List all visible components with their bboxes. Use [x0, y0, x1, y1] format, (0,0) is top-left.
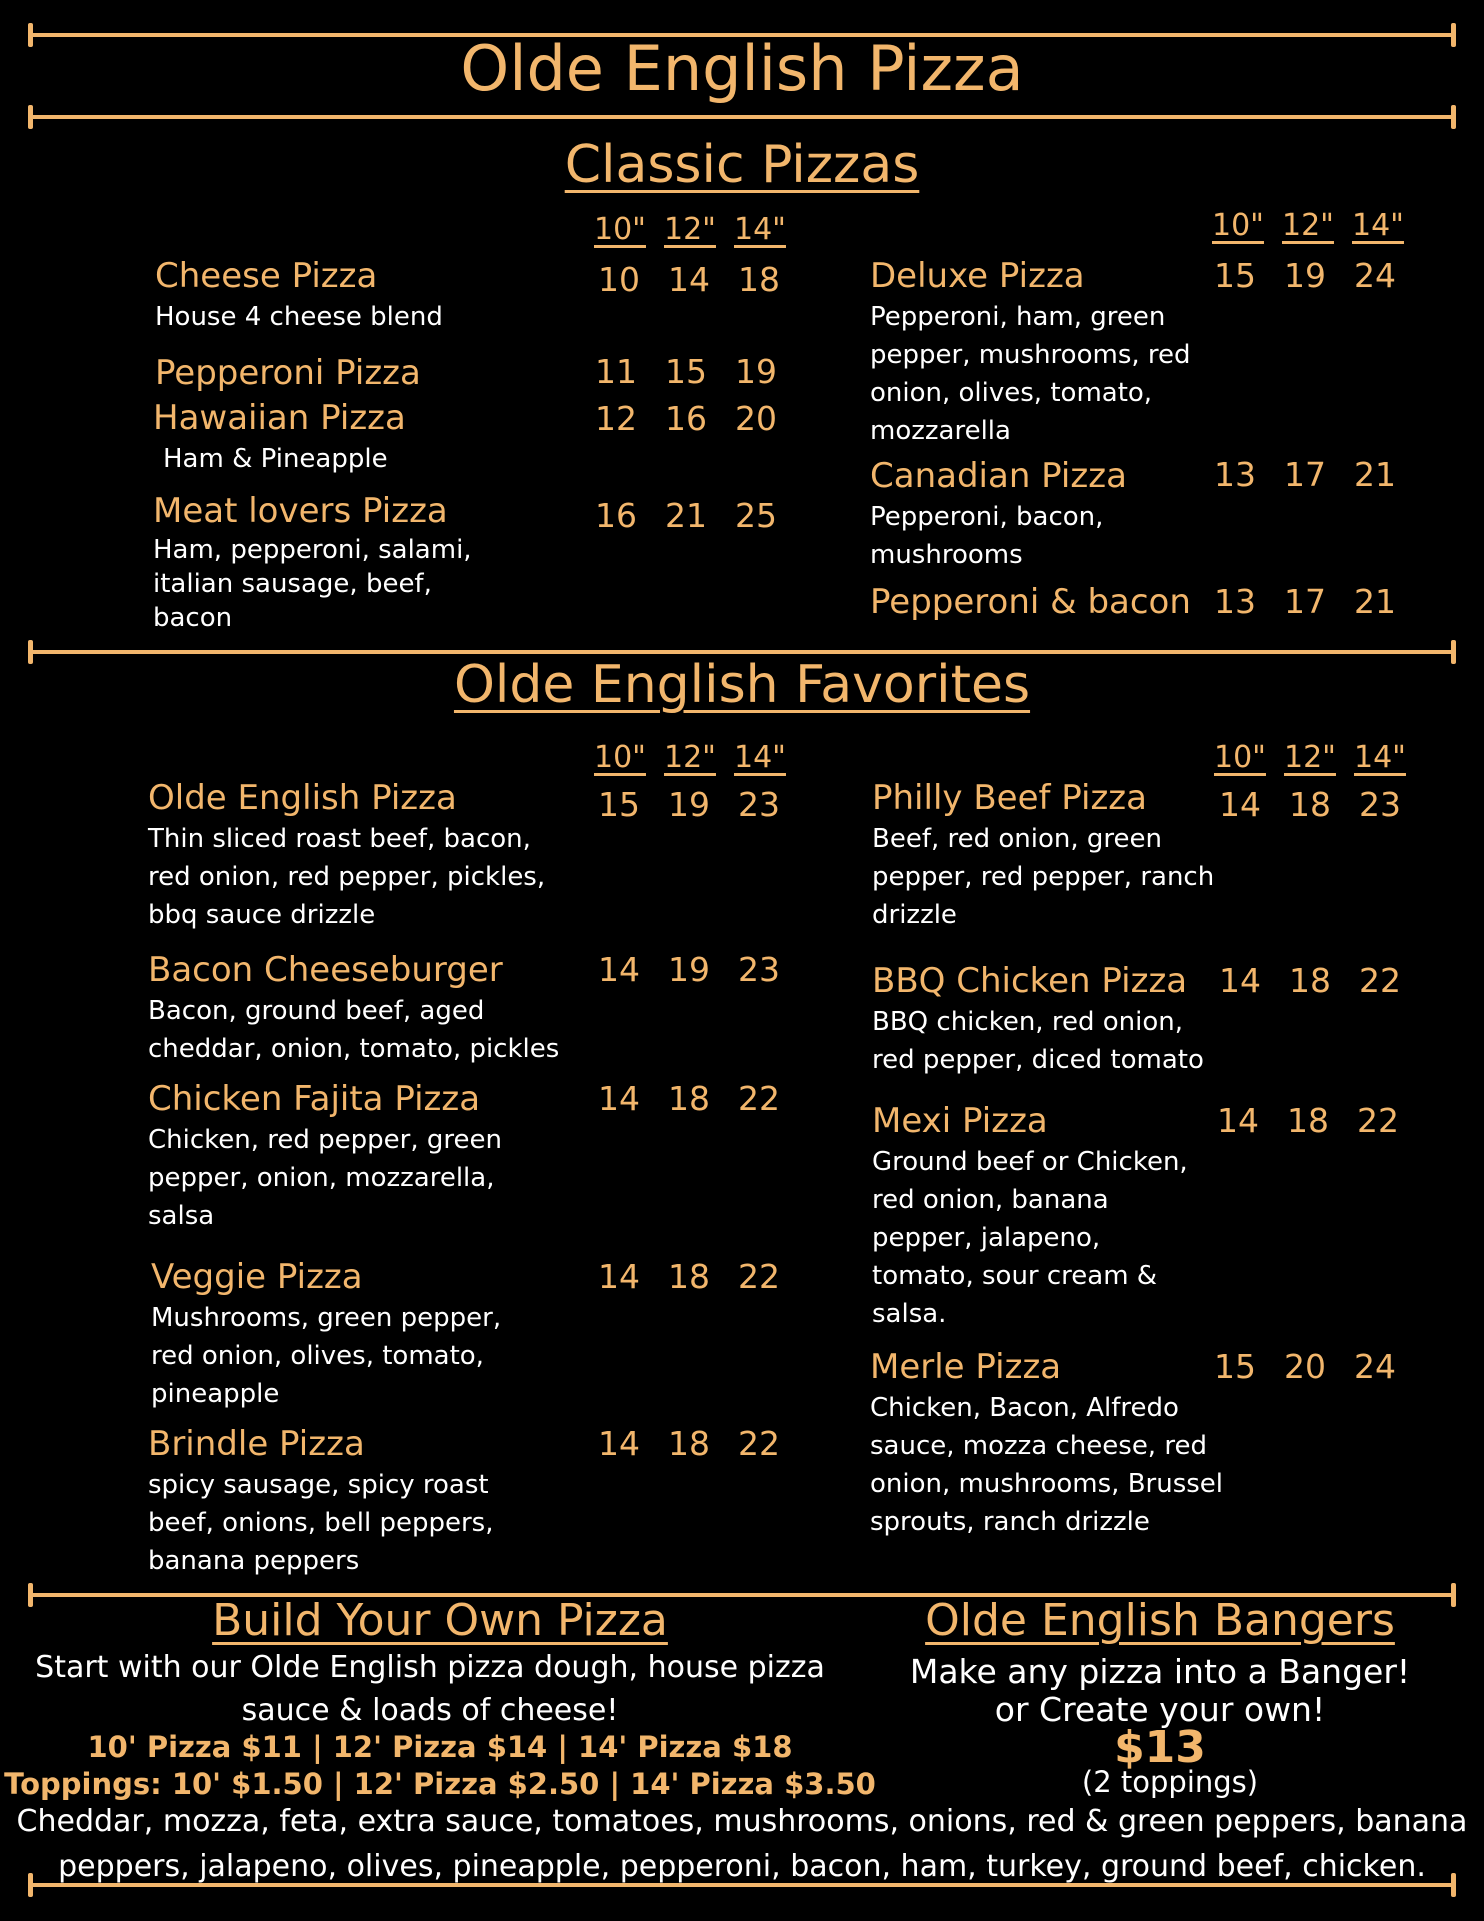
price-12: 21 [665, 496, 707, 535]
size-12: 12" [664, 212, 716, 247]
menu-item [148, 1079, 548, 1235]
item-name: Brindle Pizza [148, 1424, 365, 1464]
price-10: 14 [598, 1424, 640, 1463]
item-desc: Ham, pepperoni, salami, italian sausage, beef, bacon [153, 535, 472, 633]
item-prices [581, 352, 791, 391]
item-desc: Chicken, Bacon, Alfredo sauce, mozza cheese, red onion, mushrooms, Brussel sprouts, ranch drizzle [870, 1393, 1224, 1537]
price-14: 22 [1357, 1101, 1399, 1140]
menu-item [155, 256, 585, 336]
price-12: 18 [1287, 1101, 1329, 1140]
price-14: 25 [735, 496, 777, 535]
item-desc: Pepperoni, bacon, mushrooms [870, 502, 1104, 570]
size-14: 14" [1352, 208, 1404, 243]
bangers-line-2: or Create your own! [994, 1690, 1326, 1729]
price-10: 14 [1219, 961, 1261, 1000]
size-14: 14" [734, 740, 786, 775]
size-10: 10" [594, 212, 646, 247]
item-prices [1200, 256, 1410, 295]
size-12: 12" [664, 740, 716, 775]
item-prices [1200, 455, 1410, 494]
price-14: 22 [738, 1257, 780, 1296]
item-prices [581, 496, 791, 535]
item-desc: Bacon, ground beef, aged cheddar, onion, tomato, pickles [148, 996, 560, 1064]
classic-right-size-header [1212, 208, 1422, 243]
item-name: Veggie Pizza [151, 1257, 363, 1297]
price-14: 23 [738, 950, 780, 989]
menu-item [148, 778, 578, 934]
price-10: 14 [1219, 785, 1261, 824]
menu-item [872, 1101, 1202, 1333]
menu-item [155, 353, 585, 393]
price-10: 13 [1214, 455, 1256, 494]
price-10: 14 [1217, 1101, 1259, 1140]
item-name: Pepperoni & bacon [870, 582, 1191, 622]
build-line-2: sauce & loads of cheese! [241, 1693, 619, 1728]
menu-item [148, 950, 588, 1068]
item-name: Mexi Pizza [872, 1101, 1048, 1141]
price-14: 21 [1354, 582, 1396, 621]
price-10: 15 [1214, 1347, 1256, 1386]
item-prices [584, 260, 794, 299]
item-name: Pepperoni Pizza [155, 353, 421, 393]
price-14: 21 [1354, 455, 1396, 494]
price-10: 12 [595, 399, 637, 438]
price-14: 22 [1359, 961, 1401, 1000]
size-10: 10" [594, 740, 646, 775]
item-prices [584, 950, 794, 989]
item-desc: Ground beef or Chicken, red onion, banana pepper, jalapeno, tomato, sour cream & salsa. [872, 1147, 1188, 1329]
item-desc: Mushrooms, green pepper, red onion, olives, tomato, pineapple [151, 1303, 502, 1409]
item-name: Deluxe Pizza [870, 256, 1085, 296]
favorites-right-size-header [1214, 740, 1424, 775]
item-desc: Pepperoni, ham, green pepper, mushrooms, red onion, olives, tomato, mozzarella [870, 302, 1191, 446]
build-prices: 10' Pizza $11 | 12' Pizza $14 | 14' Pizza $18 [87, 1730, 793, 1764]
item-name: Cheese Pizza [155, 256, 378, 296]
item-name: Bacon Cheeseburger [148, 950, 503, 990]
menu-title: Olde English Pizza [460, 32, 1024, 105]
bangers-line-1: Make any pizza into a Banger! [909, 1652, 1411, 1691]
item-prices [584, 1424, 794, 1463]
price-14: 22 [738, 1424, 780, 1463]
size-12: 12" [1284, 740, 1336, 775]
price-12: 14 [668, 260, 710, 299]
item-desc: BBQ chicken, red onion, red pepper, diced tomato [872, 1007, 1204, 1075]
build-line-1: Start with our Olde English pizza dough, house pizza [35, 1650, 825, 1685]
price-12: 19 [1284, 256, 1326, 295]
price-14: 24 [1354, 256, 1396, 295]
bangers-heading: Olde English Bangers [925, 1595, 1395, 1646]
item-name: Philly Beef Pizza [872, 778, 1147, 818]
favorites-left-size-header [594, 740, 804, 775]
price-14: 22 [738, 1079, 780, 1118]
item-prices [584, 1079, 794, 1118]
price-10: 10 [598, 260, 640, 299]
menu-item [870, 256, 1220, 450]
price-14: 23 [738, 785, 780, 824]
item-prices [1203, 1101, 1413, 1140]
price-10: 16 [595, 496, 637, 535]
menu-item [870, 582, 1210, 622]
price-14: 24 [1354, 1347, 1396, 1386]
price-14: 20 [735, 399, 777, 438]
bangers-note: (2 toppings) [1081, 1765, 1259, 1799]
size-14: 14" [1354, 740, 1406, 775]
item-prices [1205, 785, 1415, 824]
item-desc: House 4 cheese blend [155, 302, 443, 332]
price-10: 14 [598, 1257, 640, 1296]
size-12: 12" [1282, 208, 1334, 243]
size-10: 10" [1214, 740, 1266, 775]
price-12: 19 [668, 950, 710, 989]
price-12: 18 [668, 1257, 710, 1296]
toppings-list-line-1: Cheddar, mozza, feta, extra sauce, tomatoes, mushrooms, onions, red & green peppers, banana [16, 1804, 1468, 1839]
item-desc: Beef, red onion, green pepper, red pepper, ranch drizzle [872, 824, 1215, 930]
item-name: Merle Pizza [870, 1347, 1062, 1387]
menu-item [872, 778, 1252, 934]
section-divider-rule [28, 650, 1456, 654]
item-prices [584, 785, 794, 824]
item-prices [1200, 582, 1410, 621]
item-name: Meat lovers Pizza [153, 491, 448, 531]
menu-item [870, 1347, 1240, 1541]
item-desc: Thin sliced roast beef, bacon, red onion, red pepper, pickles, bbq sauce drizzle [148, 824, 546, 930]
price-12: 15 [665, 352, 707, 391]
menu-item [153, 491, 483, 635]
item-desc: Chicken, red pepper, green pepper, onion, mozzarella, salsa [148, 1125, 502, 1231]
menu-item [872, 961, 1232, 1079]
toppings-list-line-2: peppers, jalapeno, olives, pineapple, pepperoni, bacon, ham, turkey, ground beef, chicken. [58, 1849, 1426, 1884]
classic-heading: Classic Pizzas [564, 135, 920, 195]
item-name: Hawaiian Pizza [153, 398, 406, 438]
price-14: 23 [1359, 785, 1401, 824]
menu-item [148, 1424, 548, 1580]
item-desc: spicy sausage, spicy roast beef, onions, bell peppers, banana peppers [148, 1470, 494, 1576]
item-prices [584, 1257, 794, 1296]
price-14: 18 [738, 260, 780, 299]
size-14: 14" [734, 212, 786, 247]
price-12: 16 [665, 399, 707, 438]
item-prices [581, 399, 791, 438]
item-prices [1200, 1347, 1410, 1386]
item-name: Olde English Pizza [148, 778, 457, 818]
menu-item [153, 398, 583, 478]
price-10: 11 [595, 352, 637, 391]
item-prices [1205, 961, 1415, 1000]
price-10: 14 [598, 1079, 640, 1118]
build-heading: Build Your Own Pizza [212, 1595, 668, 1646]
bangers-price: $13 [1114, 1722, 1206, 1773]
price-10: 13 [1214, 582, 1256, 621]
price-10: 15 [598, 785, 640, 824]
title-bottom-rule [28, 115, 1456, 119]
classic-left-size-header [594, 212, 804, 247]
price-10: 15 [1214, 256, 1256, 295]
price-12: 18 [1289, 961, 1331, 1000]
price-14: 19 [735, 352, 777, 391]
item-name: Chicken Fajita Pizza [148, 1079, 481, 1119]
price-12: 18 [668, 1424, 710, 1463]
price-12: 18 [1289, 785, 1331, 824]
price-12: 17 [1284, 455, 1326, 494]
price-12: 19 [668, 785, 710, 824]
item-name: Canadian Pizza [870, 456, 1127, 496]
size-10: 10" [1212, 208, 1264, 243]
item-desc: Ham & Pineapple [163, 444, 388, 474]
price-12: 20 [1284, 1347, 1326, 1386]
menu-item [151, 1257, 551, 1413]
price-10: 14 [598, 950, 640, 989]
price-12: 18 [668, 1079, 710, 1118]
menu-item [870, 456, 1170, 574]
item-name: BBQ Chicken Pizza [872, 961, 1188, 1001]
build-toppings-prices: Toppings: 10' $1.50 | 12' Pizza $2.50 | 14' Pizza $3.50 [4, 1767, 876, 1801]
favorites-heading: Olde English Favorites [453, 655, 1031, 715]
price-12: 17 [1284, 582, 1326, 621]
